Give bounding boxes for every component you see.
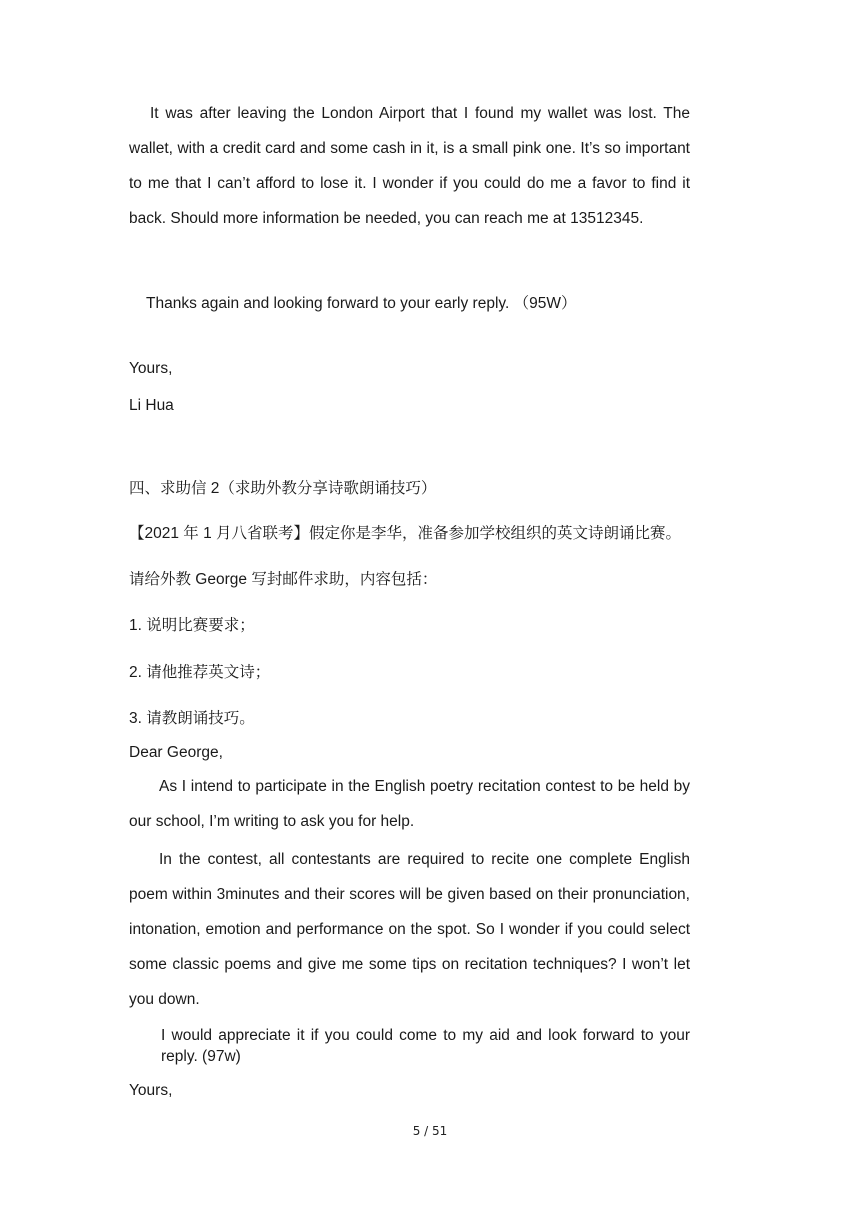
prompt-line-2: 请给外教 George 写封邮件求助，内容包括： [129,571,438,588]
letter2-salutation: Dear George, [129,744,223,761]
requirement-item-1: 1. 说明比赛要求； [129,617,255,634]
page-number: 5 / 51 [412,1124,448,1138]
letter1-paragraph2: Thanks again and looking forward to your early reply. （95W） [146,295,577,312]
letter1-paragraph1: It was after leaving the London Airport that I found my wallet was lost. The wallet, with a credit card and some cash in it, is a small pink one. It’s so important to me that I can’t afford to lose it. I wonder if you could do me a favor to find it back. Should more information be needed, you can reach me at 13512345. [129,105,690,227]
section-heading: 四、求助信 2（求助外教分享诗歌朗诵技巧） [129,480,437,497]
letter1-signature: Li Hua [129,397,174,414]
letter2-paragraph2: In the contest, all contestants are required to recite one complete English poem within 3minutes and their scores will be given based on their pronunciation, intonation, emotion and performance on the spot. So I wonder if you could select some classic poems and give me some tips on recitation techniques? I won’t let you down. [129,851,690,1008]
letter1-closing: Yours, [129,360,173,377]
requirement-item-3: 3. 请教朗诵技巧。 [129,710,255,727]
letter2-closing: Yours, [129,1082,173,1099]
prompt-line-1: 【2021 年 1 月八省联考】假定你是李华，准备参加学校组织的英文诗朗诵比赛。 [129,525,682,542]
letter2-paragraph1: As I intend to participate in the English poetry recitation contest to be held by our school, I’m writing to ask you for help. [129,778,690,830]
requirement-item-2: 2. 请他推荐英文诗； [129,664,271,681]
letter2-paragraph3: I would appreciate it if you could come to my aid and look forward to your reply. (97w) [161,1027,690,1065]
